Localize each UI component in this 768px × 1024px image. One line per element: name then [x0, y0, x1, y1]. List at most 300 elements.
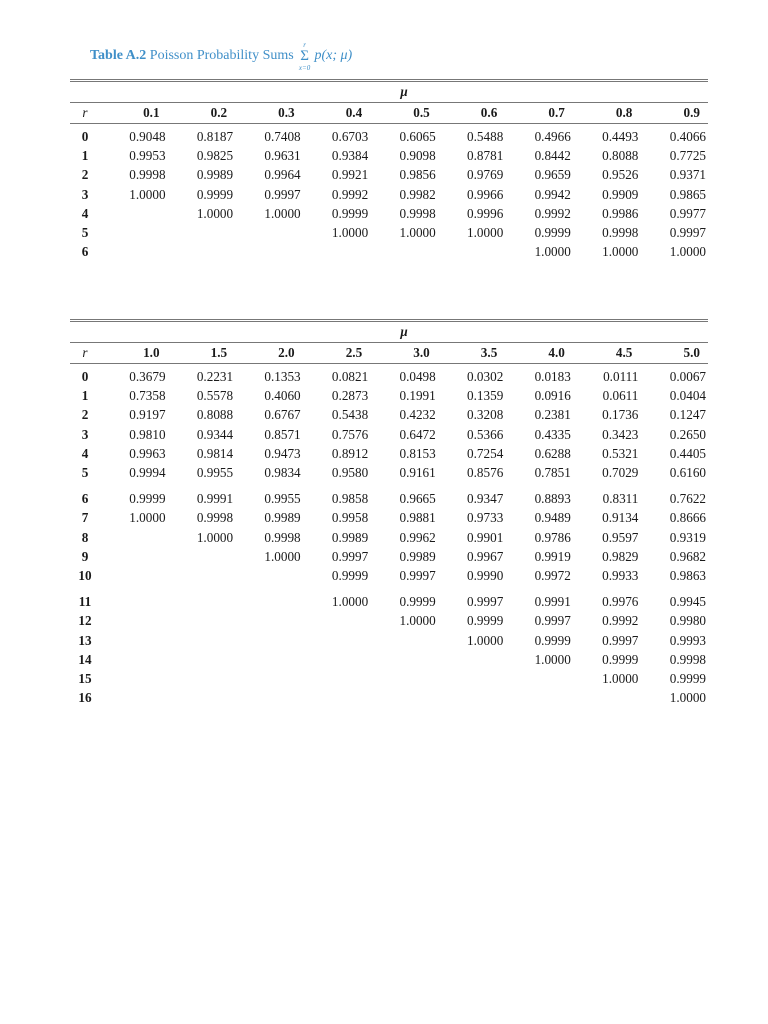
probability-cell: 0.7851	[534, 465, 571, 481]
probability-cell: 0.9665	[399, 491, 436, 507]
table-row	[70, 204, 708, 223]
probability-cell: 0.9997	[264, 186, 301, 202]
probability-cell: 0.7408	[264, 129, 301, 144]
probability-cell: 0.8912	[331, 445, 369, 461]
mu-column-header: 0.9	[640, 103, 708, 124]
probability-cell	[303, 611, 371, 630]
page-title	[90, 41, 353, 72]
mu-column-header: 3.0	[370, 343, 438, 364]
probability-cell: 0.9972	[534, 568, 571, 584]
mu-column-header: 1.0	[100, 343, 168, 364]
probability-cell: 0.9963	[129, 445, 166, 461]
probability-cell: 0.9659	[534, 167, 571, 183]
probability-cell: 0.9825	[196, 148, 234, 164]
probability-cell: 0.9999	[669, 671, 706, 687]
probability-cell: 0.9998	[264, 529, 301, 545]
probability-cell	[438, 242, 506, 261]
probability-cell: 0.9991	[196, 491, 234, 507]
probability-cell: 0.1247	[669, 407, 706, 423]
r-value: 4	[81, 445, 89, 461]
probability-cell: 0.9863	[669, 568, 706, 584]
probability-cell	[100, 611, 168, 630]
table-label: Table A.2	[90, 48, 147, 63]
probability-cell: 0.9955	[264, 491, 301, 507]
probability-cell: 1.0000	[669, 244, 706, 260]
probability-cell: 0.4966	[534, 129, 571, 144]
probability-cell: 0.9958	[331, 510, 369, 526]
probability-cell: 0.9597	[602, 529, 639, 545]
probability-cell: 0.9909	[602, 186, 639, 202]
table-row	[70, 547, 708, 566]
probability-cell	[438, 650, 506, 669]
mu-column-header: 0.4	[303, 103, 371, 124]
table-row	[70, 146, 708, 165]
probability-cell: 0.2381	[534, 407, 571, 423]
probability-cell: 0.9631	[264, 148, 301, 164]
probability-cell: 0.9942	[534, 186, 571, 202]
probability-cell	[100, 585, 168, 611]
r-value: 7	[81, 510, 89, 526]
probability-cell: 0.9998	[196, 510, 234, 526]
probability-cell: 0.9992	[534, 205, 571, 221]
probability-cell: 0.9371	[669, 167, 706, 183]
probability-cell: 0.7725	[669, 148, 706, 164]
probability-cell: 0.9197	[129, 407, 166, 423]
probability-cell: 0.6288	[534, 445, 571, 461]
probability-cell: 0.4493	[602, 129, 639, 144]
probability-cell	[168, 650, 236, 669]
probability-cell: 0.3423	[602, 426, 639, 442]
probability-cell: 0.9473	[264, 445, 301, 461]
r-value: 11	[78, 594, 92, 610]
r-value: 2	[81, 407, 89, 423]
probability-cell: 0.5321	[602, 445, 639, 461]
probability-cell: 0.9989	[196, 167, 234, 183]
mu-header-row	[70, 81, 708, 103]
probability-cell: 1.0000	[196, 529, 234, 545]
mu-column-header: 0.1	[100, 103, 168, 124]
probability-cell: 0.8088	[196, 407, 234, 423]
probability-cell: 0.0183	[534, 369, 571, 384]
summation-sign	[298, 41, 311, 72]
probability-cell: 0.9997	[602, 632, 639, 648]
probability-cell	[168, 611, 236, 630]
probability-cell	[235, 223, 303, 242]
table-row	[70, 482, 708, 508]
table-row	[70, 386, 708, 405]
r-value: 13	[78, 632, 92, 648]
probability-cell: 0.9999	[331, 568, 369, 584]
probability-cell	[100, 669, 168, 688]
table-row	[70, 669, 708, 688]
probability-cell	[235, 631, 303, 650]
probability-cell: 1.0000	[467, 225, 504, 241]
probability-cell	[168, 566, 236, 585]
probability-cell: 0.8666	[669, 510, 706, 526]
probability-cell: 1.0000	[129, 186, 166, 202]
probability-cell: 0.9977	[669, 205, 706, 221]
table-row	[70, 631, 708, 650]
r-value: 3	[81, 186, 89, 202]
probability-cell: 0.2650	[669, 426, 706, 442]
probability-cell	[370, 242, 438, 261]
probability-cell: 1.0000	[196, 205, 234, 221]
r-value: 5	[81, 225, 89, 241]
probability-cell: 0.9989	[399, 548, 436, 564]
probability-cell	[100, 204, 168, 223]
probability-cell: 0.4232	[399, 407, 436, 423]
table-row	[70, 165, 708, 184]
probability-cell: 0.9994	[129, 465, 166, 481]
probability-cell: 0.6703	[331, 129, 369, 144]
table-row	[70, 688, 708, 707]
probability-cell: 0.9999	[399, 594, 436, 610]
r-value: 3	[81, 426, 89, 442]
probability-cell: 0.9989	[264, 510, 301, 526]
r-column-header: r	[70, 343, 100, 364]
table-row	[70, 124, 708, 147]
probability-cell: 0.9919	[534, 548, 571, 564]
summation-symbol: Σ	[300, 48, 309, 64]
probability-cell: 0.9814	[196, 445, 234, 461]
probability-cell	[100, 223, 168, 242]
probability-cell: 0.0404	[669, 388, 706, 404]
mu-column-header: 0.2	[168, 103, 236, 124]
probability-cell: 0.8311	[602, 491, 639, 507]
probability-cell: 0.3208	[467, 407, 504, 423]
summation-expression: p(x; μ)	[314, 48, 353, 63]
probability-cell: 0.7358	[129, 388, 166, 404]
probability-cell	[505, 688, 573, 707]
r-value: 1	[81, 148, 89, 164]
probability-cell: 0.8153	[399, 445, 436, 461]
poisson-table-2	[70, 319, 708, 707]
r-value: 0	[81, 129, 89, 144]
probability-cell: 0.5366	[467, 426, 504, 442]
table-row	[70, 425, 708, 444]
probability-cell: 1.0000	[264, 548, 301, 564]
probability-cell: 0.9996	[467, 205, 504, 221]
probability-cell	[168, 242, 236, 261]
probability-cell: 0.9945	[669, 594, 706, 610]
probability-cell: 1.0000	[602, 244, 639, 260]
probability-cell: 0.9999	[331, 205, 369, 221]
probability-cell: 0.9997	[669, 225, 706, 241]
probability-cell: 0.5578	[196, 388, 234, 404]
probability-cell: 0.9998	[399, 205, 436, 221]
probability-cell	[370, 669, 438, 688]
table-row	[70, 242, 708, 261]
mu-column-header: 5.0	[640, 343, 708, 364]
mu-column-header: 0.8	[573, 103, 641, 124]
table-row	[70, 223, 708, 242]
probability-cell: 1.0000	[264, 205, 301, 221]
probability-cell: 0.6472	[399, 426, 436, 442]
probability-cell	[168, 688, 236, 707]
probability-cell: 1.0000	[399, 225, 436, 241]
probability-cell: 0.9964	[264, 167, 301, 183]
probability-cell: 0.1736	[602, 407, 639, 423]
r-value: 10	[78, 568, 92, 584]
probability-cell	[438, 688, 506, 707]
table-row	[70, 611, 708, 630]
probability-cell: 0.9992	[602, 613, 639, 629]
probability-cell: 0.0302	[467, 369, 504, 384]
probability-cell: 0.6160	[669, 465, 706, 481]
probability-cell: 0.9962	[399, 529, 436, 545]
probability-cell: 0.9786	[534, 529, 571, 545]
probability-cell: 0.0111	[603, 369, 639, 384]
probability-cell: 0.4066	[669, 129, 706, 144]
probability-cell	[235, 611, 303, 630]
probability-cell: 0.4060	[264, 388, 301, 404]
probability-cell: 0.9997	[331, 548, 369, 564]
probability-cell: 0.9998	[129, 167, 166, 183]
r-value: 8	[81, 529, 89, 545]
probability-cell: 0.6767	[264, 407, 301, 423]
probability-cell: 0.8088	[602, 148, 639, 164]
probability-cell	[438, 669, 506, 688]
probability-cell: 0.9992	[331, 186, 369, 202]
probability-cell	[573, 688, 641, 707]
probability-cell: 1.0000	[534, 244, 571, 260]
probability-cell: 0.9997	[467, 594, 504, 610]
table-row	[70, 566, 708, 585]
probability-cell: 0.9993	[669, 632, 706, 648]
probability-cell: 0.1991	[399, 388, 436, 404]
probability-cell: 0.9881	[399, 510, 436, 526]
mu-column-header: 0.3	[235, 103, 303, 124]
probability-cell: 0.9865	[669, 186, 706, 202]
r-value: 6	[81, 244, 89, 260]
mu-header-row	[70, 321, 708, 343]
probability-cell: 0.9980	[669, 613, 706, 629]
probability-cell: 0.8571	[264, 426, 301, 442]
probability-cell: 0.9769	[467, 167, 504, 183]
table-row	[70, 528, 708, 547]
probability-cell: 0.0916	[534, 388, 571, 404]
probability-cell	[303, 669, 371, 688]
mu-column-header: 0.6	[438, 103, 506, 124]
probability-cell: 0.9966	[467, 186, 504, 202]
r-value: 4	[81, 205, 89, 221]
probability-cell	[168, 223, 236, 242]
probability-cell: 0.9858	[331, 491, 369, 507]
probability-cell: 0.9933	[602, 568, 639, 584]
probability-cell	[303, 631, 371, 650]
r-value: 1	[81, 388, 89, 404]
probability-cell: 0.9489	[534, 510, 571, 526]
probability-cell: 0.8442	[534, 148, 571, 164]
probability-cell: 1.0000	[669, 690, 706, 706]
probability-cell	[370, 688, 438, 707]
r-value: 14	[78, 651, 92, 667]
mu-column-header: 1.5	[168, 343, 236, 364]
probability-cell: 0.9048	[129, 129, 166, 144]
probability-cell: 1.0000	[331, 225, 369, 241]
mu-symbol: μ	[100, 81, 708, 103]
r-value: 9	[81, 548, 89, 564]
r-value: 12	[78, 613, 92, 629]
mu-symbol: μ	[100, 321, 708, 343]
probability-cell	[100, 242, 168, 261]
probability-cell: 0.9901	[467, 529, 504, 545]
probability-cell: 0.9990	[467, 568, 504, 584]
probability-cell: 0.5438	[331, 407, 369, 423]
probability-cell: 0.9526	[602, 167, 639, 183]
probability-cell: 0.0821	[331, 369, 369, 384]
probability-cell: 1.0000	[467, 632, 504, 648]
r-value: 0	[81, 369, 89, 384]
probability-cell: 1.0000	[602, 671, 639, 687]
probability-cell	[303, 688, 371, 707]
probability-cell: 1.0000	[534, 651, 571, 667]
probability-cell	[100, 547, 168, 566]
probability-cell: 0.9999	[129, 491, 166, 507]
probability-cell: 0.2231	[196, 369, 234, 384]
probability-cell	[100, 631, 168, 650]
probability-cell: 0.2873	[331, 388, 369, 404]
table-row	[70, 463, 708, 482]
probability-cell: 0.7254	[467, 445, 504, 461]
probability-cell: 0.9347	[467, 491, 504, 507]
probability-cell: 0.9982	[399, 186, 436, 202]
probability-cell: 1.0000	[129, 510, 166, 526]
probability-cell	[168, 669, 236, 688]
probability-cell: 0.9986	[602, 205, 639, 221]
probability-cell	[235, 566, 303, 585]
mu-column-header: 2.5	[303, 343, 371, 364]
probability-cell: 0.0611	[602, 388, 639, 404]
probability-cell: 0.1359	[467, 388, 504, 404]
probability-cell: 0.9991	[534, 594, 571, 610]
probability-cell: 0.9967	[467, 548, 504, 564]
probability-cell	[100, 650, 168, 669]
table-row	[70, 364, 708, 387]
probability-cell	[235, 585, 303, 611]
mu-column-header: 0.7	[505, 103, 573, 124]
probability-cell	[370, 631, 438, 650]
probability-cell: 0.9856	[399, 167, 436, 183]
probability-cell: 0.9834	[264, 465, 301, 481]
table-row	[70, 508, 708, 527]
probability-cell	[370, 650, 438, 669]
probability-cell: 0.9997	[534, 613, 571, 629]
r-value: 2	[81, 167, 89, 183]
table-row	[70, 444, 708, 463]
probability-cell: 0.3679	[129, 369, 166, 384]
probability-cell	[505, 669, 573, 688]
probability-cell: 0.9344	[196, 426, 234, 442]
probability-cell: 0.7029	[602, 465, 639, 481]
probability-cell: 0.9953	[129, 148, 166, 164]
probability-cell	[168, 585, 236, 611]
probability-cell: 0.8781	[467, 148, 504, 164]
probability-cell: 0.4405	[669, 445, 706, 461]
probability-cell: 0.9999	[602, 651, 639, 667]
poisson-table-1	[70, 79, 708, 261]
probability-cell: 0.9161	[399, 465, 436, 481]
table-row	[70, 585, 708, 611]
probability-cell: 1.0000	[331, 594, 369, 610]
column-header-row	[70, 343, 708, 364]
probability-cell	[235, 650, 303, 669]
probability-cell: 0.9999	[534, 632, 571, 648]
probability-cell: 0.9999	[196, 186, 234, 202]
probability-cell: 0.9829	[602, 548, 639, 564]
mu-header-spacer	[70, 81, 100, 103]
probability-cell: 0.0498	[399, 369, 436, 384]
probability-cell: 0.8187	[196, 129, 234, 144]
probability-cell	[235, 242, 303, 261]
probability-cell	[100, 528, 168, 547]
probability-cell: 0.9384	[331, 148, 369, 164]
mu-column-header: 0.5	[370, 103, 438, 124]
probability-cell: 0.8576	[467, 465, 504, 481]
table-row	[70, 405, 708, 424]
probability-cell: 0.9810	[129, 426, 166, 442]
probability-cell: 0.9580	[331, 465, 369, 481]
table-title-text: Poisson Probability Sums	[149, 48, 294, 63]
probability-cell: 0.0067	[669, 369, 706, 384]
probability-cell	[168, 547, 236, 566]
mu-column-header: 4.5	[573, 343, 641, 364]
probability-cell: 0.9999	[467, 613, 504, 629]
summation-lower-limit: x=0	[298, 64, 311, 72]
r-value: 15	[78, 671, 92, 687]
probability-cell: 0.7576	[331, 426, 369, 442]
probability-cell: 0.8893	[534, 491, 571, 507]
mu-column-header: 2.0	[235, 343, 303, 364]
mu-column-header: 3.5	[438, 343, 506, 364]
probability-cell	[235, 688, 303, 707]
probability-cell: 0.9319	[669, 529, 706, 545]
probability-cell: 0.7622	[669, 491, 706, 507]
probability-cell: 0.9733	[467, 510, 504, 526]
table-row	[70, 185, 708, 204]
mu-header-spacer	[70, 321, 100, 343]
probability-cell: 0.9997	[399, 568, 436, 584]
probability-cell	[303, 242, 371, 261]
probability-cell: 0.9921	[331, 167, 369, 183]
mu-column-header: 4.0	[505, 343, 573, 364]
probability-cell: 0.9134	[602, 510, 639, 526]
probability-cell: 1.0000	[399, 613, 436, 629]
summation-upper-limit: r	[303, 41, 306, 49]
probability-cell: 0.5488	[467, 129, 504, 144]
probability-cell: 0.9955	[196, 465, 234, 481]
probability-cell: 0.9976	[602, 594, 639, 610]
probability-cell	[303, 650, 371, 669]
probability-cell	[100, 688, 168, 707]
column-header-row	[70, 103, 708, 124]
r-value: 6	[81, 491, 89, 507]
probability-cell: 0.1353	[264, 369, 301, 384]
r-column-header: r	[70, 103, 100, 124]
table-row	[70, 650, 708, 669]
r-value: 5	[81, 465, 89, 481]
probability-cell: 0.9999	[534, 225, 571, 241]
probability-cell: 0.9682	[669, 548, 706, 564]
probability-cell: 0.4335	[534, 426, 571, 442]
probability-cell	[235, 669, 303, 688]
probability-cell: 0.9998	[669, 651, 706, 667]
probability-cell: 0.9098	[399, 148, 436, 164]
probability-cell: 0.9998	[602, 225, 639, 241]
probability-cell: 0.6065	[399, 129, 436, 144]
probability-cell	[168, 631, 236, 650]
r-value: 16	[78, 690, 92, 706]
